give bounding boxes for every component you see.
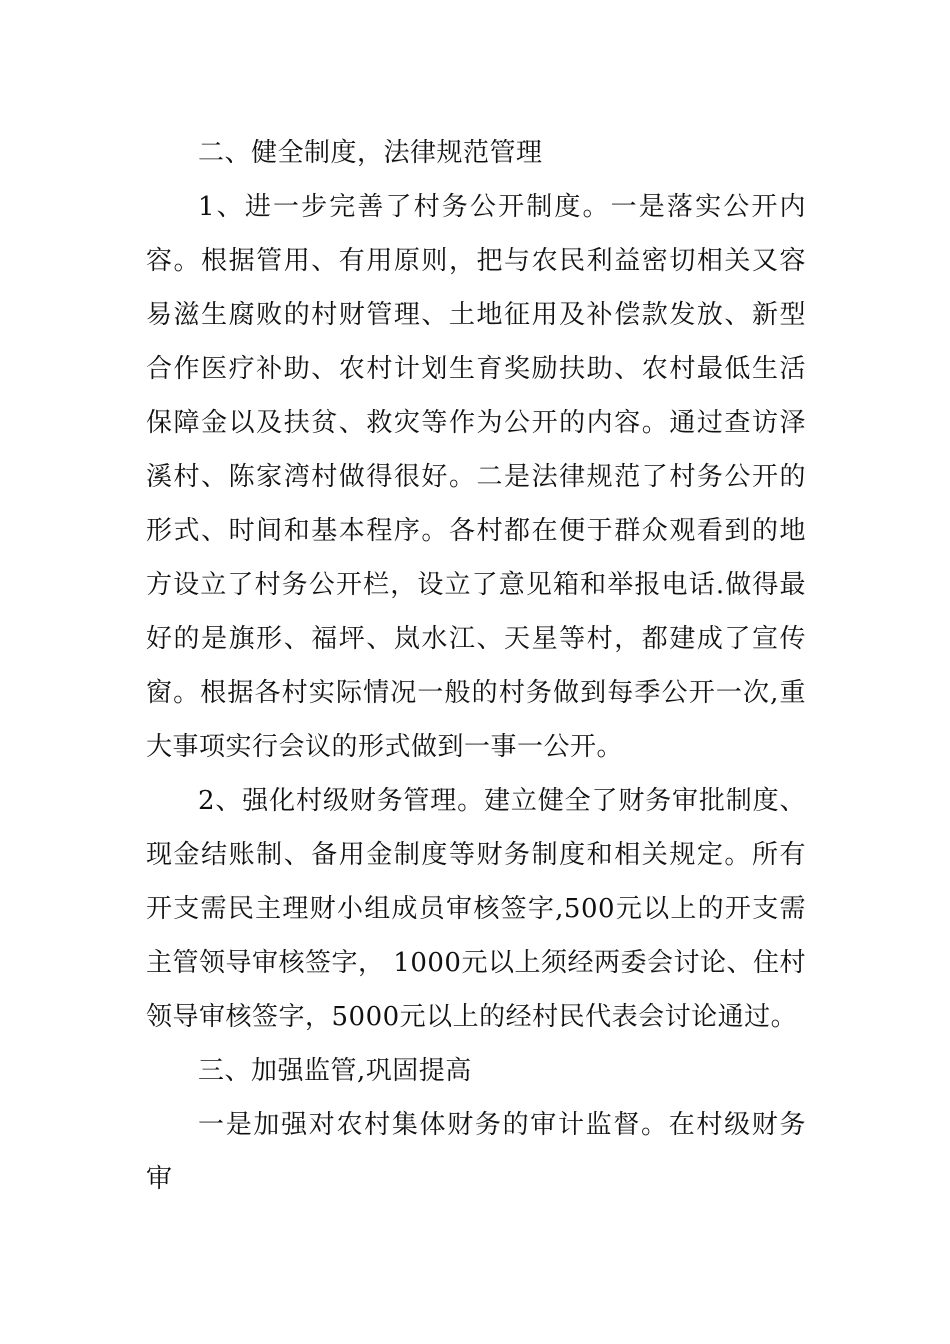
document-body (146, 126, 806, 1206)
paragraph-financial-management: 2、强化村级财务管理。建立健全了财务审批制度、现金结账制、备用金制度等财务制度和相关规定。所有开支需民主理财小组成员审核签字,500元以上的开支需主管领导审核签字， 1000元以上须经两委会讨论、住村领导审核签字，5000元以上的经村民代表会讨论通过。 (146, 786, 806, 1032)
paragraph-village-affairs: 1、进一步完善了村务公开制度。一是落实公开内容。根据管用、有用原则，把与农民利益密切相关又容易滋生腐败的村财管理、土地征用及补偿款发放、新型合作医疗补助、农村计划生育奖励扶助、农村最低生活保障金以及扶贫、救灾等作为公开的内容。通过查访泽溪村、陈家湾村做得很好。二是法律规范了村务公开的形式、时间和基本程序。各村都在便于群众观看到的地方设立了村务公开栏，设立了意见箱和举报电话.做得最好的是旗形、福坪、岚水江、天星等村，都建成了宣传窗。根据各村实际情况一般的村务做到每季公开一次,重大事项实行会议的形式做到一事一公开。 (146, 192, 806, 762)
section-heading-2: 二、健全制度，法律规范管理 (198, 138, 543, 168)
paragraph-audit-supervision: 一是加强对农村集体财务的审计监督。在村级财务审 (146, 1110, 806, 1194)
section-heading-3: 三、加强监管,巩固提高 (198, 1056, 472, 1086)
